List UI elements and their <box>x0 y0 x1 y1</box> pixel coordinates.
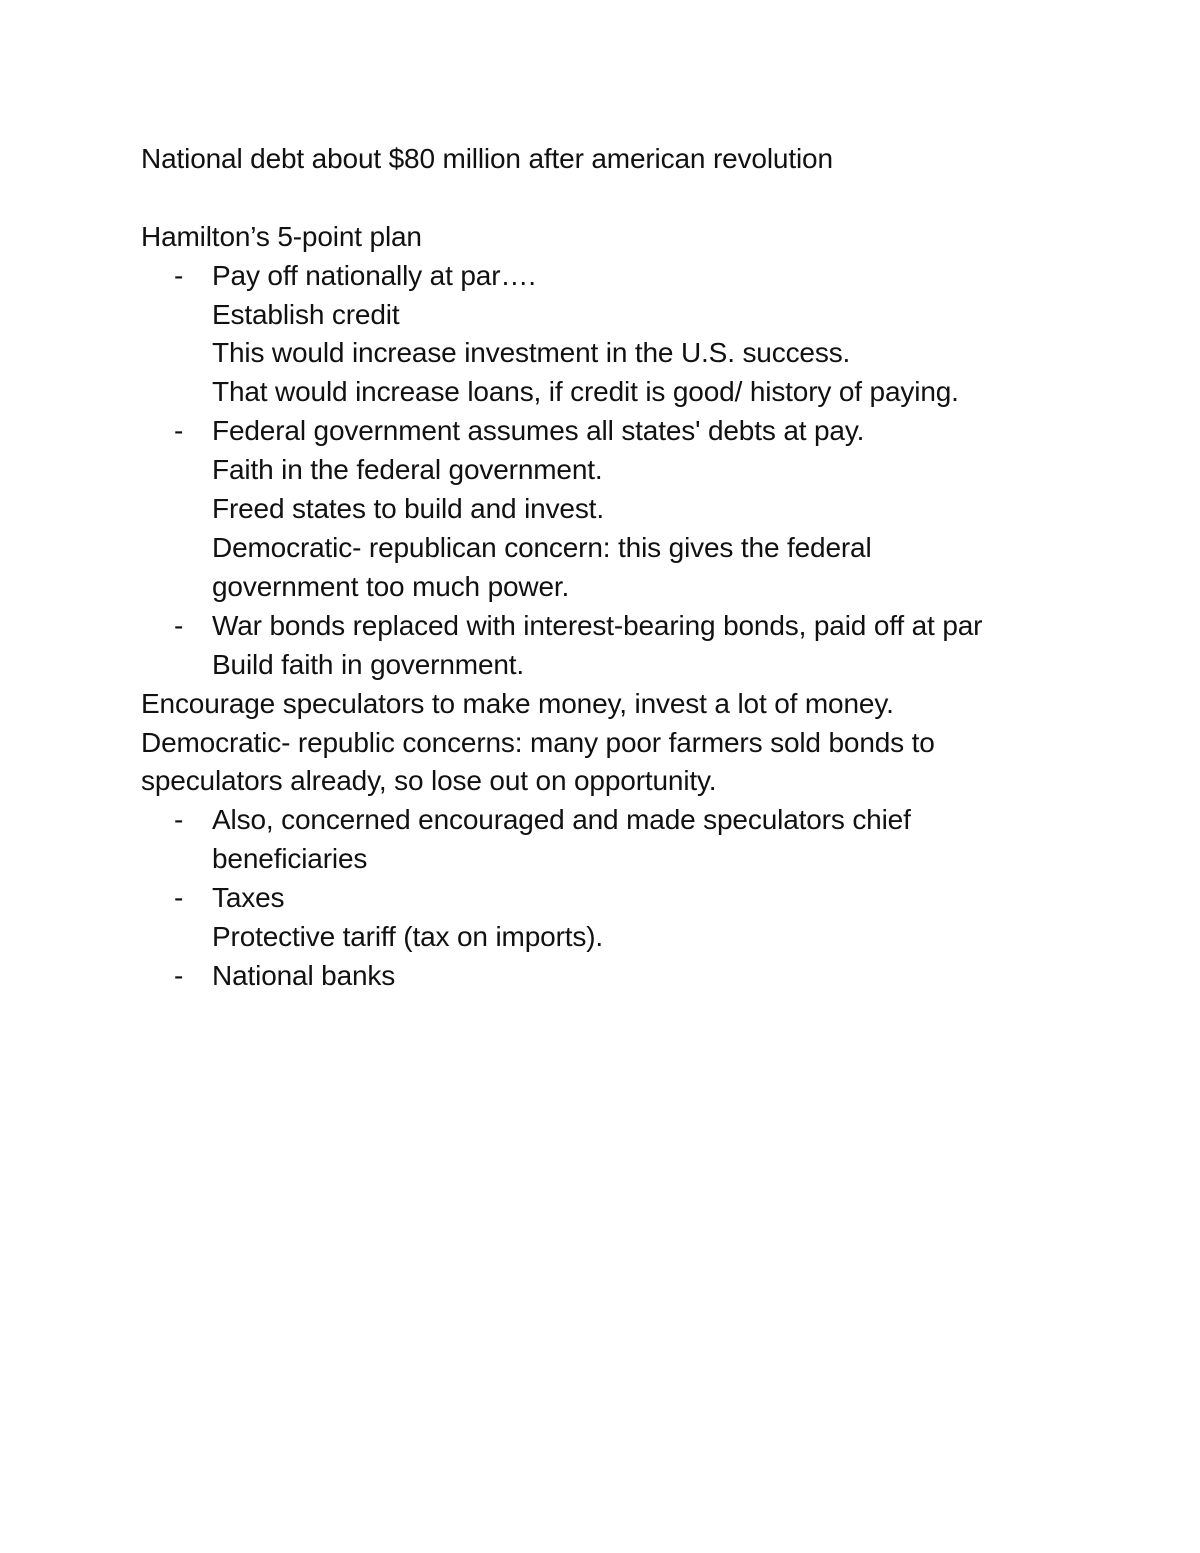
list-item-sub: That would increase loans, if credit is good/ history of paying. <box>212 376 959 407</box>
list-item: War bonds replaced with interest-bearing bonds, paid off at par <box>212 610 983 641</box>
bullet-dash: - <box>174 260 184 291</box>
list-item-sub: Build faith in government. <box>212 649 525 680</box>
list-item-sub: government too much power. <box>212 571 570 602</box>
list-item-sub: Democratic- republican concern: this gives the federal <box>212 532 872 563</box>
bullet-dash: - <box>174 960 184 991</box>
paragraph-line: speculators already, so lose out on opportunity. <box>141 765 717 796</box>
list-item: Federal government assumes all states' debts at pay. <box>212 415 865 446</box>
list-item-sub: Protective tariff (tax on imports). <box>212 921 604 952</box>
bullet-dash: - <box>174 882 184 913</box>
list-item-sub: Faith in the federal government. <box>212 454 603 485</box>
list-item-sub: Freed states to build and invest. <box>212 493 604 524</box>
list-item: Taxes <box>212 882 285 913</box>
paragraph-line: Encourage speculators to make money, invest a lot of money. <box>141 688 894 719</box>
list-item-sub: beneficiaries <box>212 843 368 874</box>
bullet-dash: - <box>174 610 184 641</box>
plan-title: Hamilton’s 5-point plan <box>141 221 422 252</box>
list-item: Pay off nationally at par…. <box>212 260 536 291</box>
list-item: National banks <box>212 960 396 991</box>
list-item: Also, concerned encouraged and made speculators chief <box>212 804 911 835</box>
bullet-dash: - <box>174 804 184 835</box>
heading-line: National debt about $80 million after american revolution <box>141 143 833 174</box>
list-item-sub: This would increase investment in the U.S. success. <box>212 337 851 368</box>
bullet-dash: - <box>174 415 184 446</box>
paragraph-line: Democratic- republic concerns: many poor farmers sold bonds to <box>141 727 935 758</box>
list-item-sub: Establish credit <box>212 299 400 330</box>
